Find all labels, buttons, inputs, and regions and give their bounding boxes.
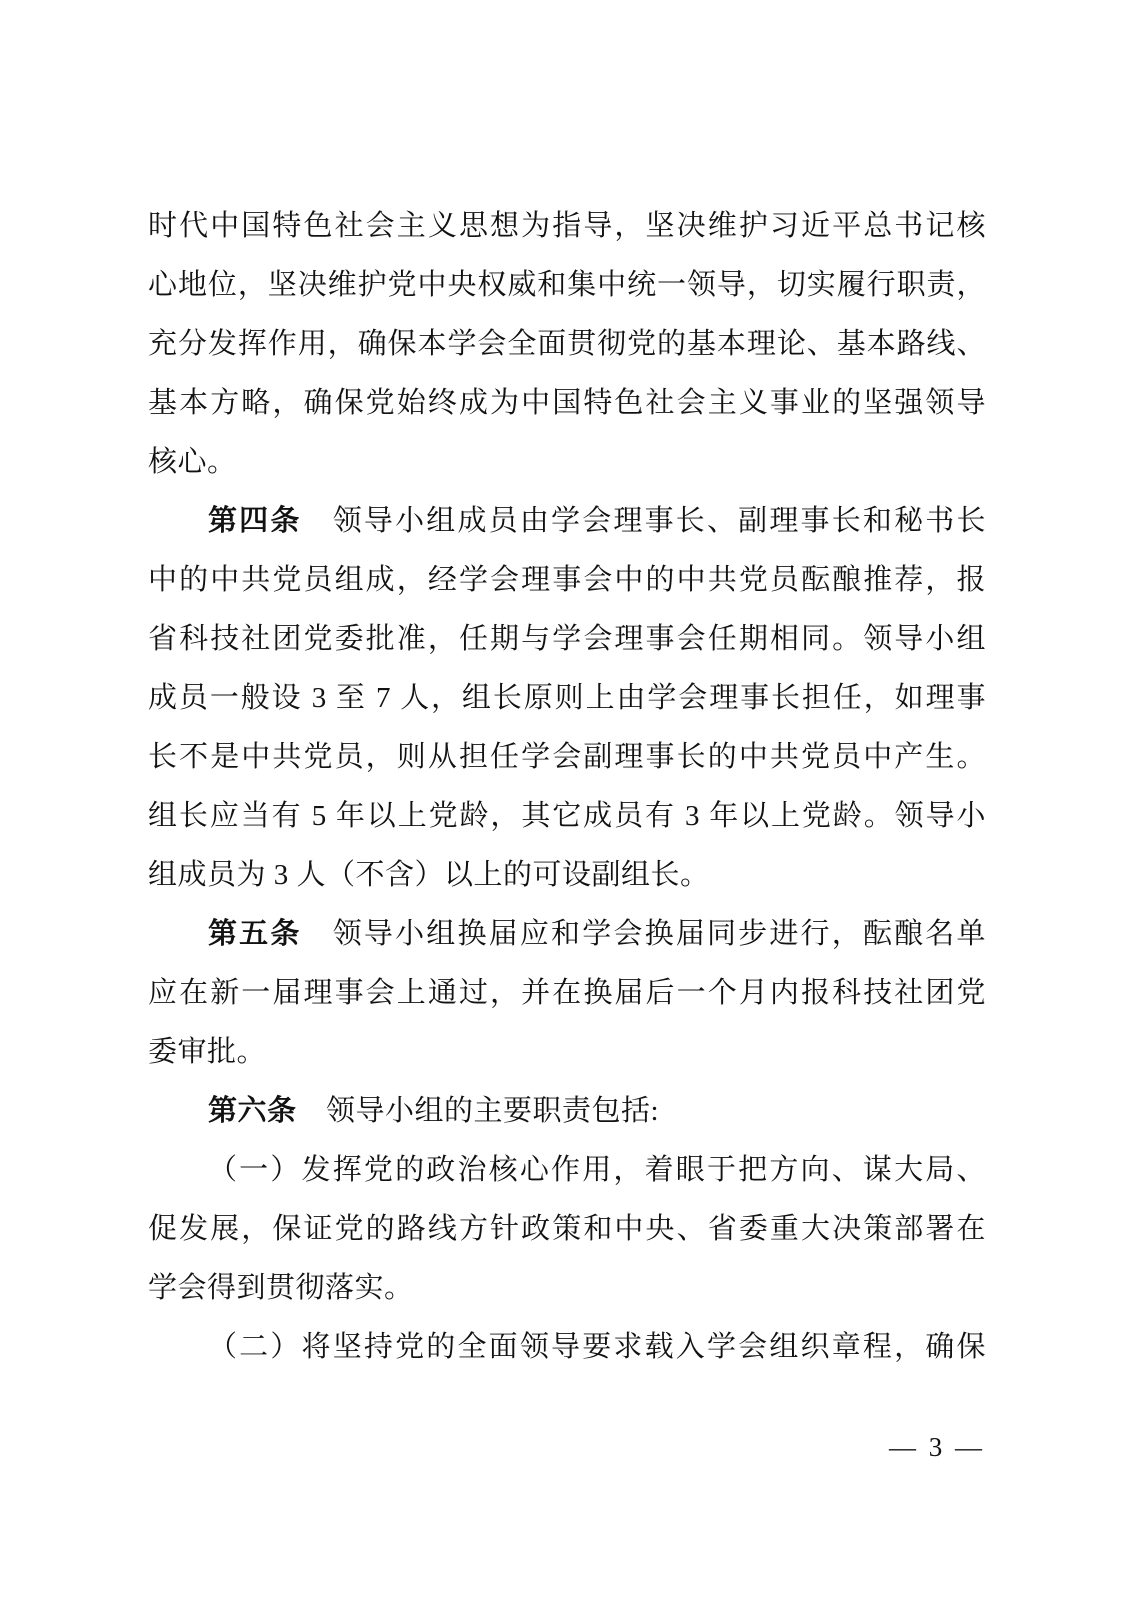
- article-term: 第六条: [208, 1095, 297, 1127]
- article-term: 第四条: [208, 505, 302, 537]
- text-line: 委审批。: [148, 1036, 267, 1068]
- paragraph: [148, 1141, 986, 1318]
- paragraph: [148, 492, 986, 905]
- text-line: 组成员为 3 人（不含）以上的可设副组长。: [148, 859, 710, 891]
- document-body: [148, 197, 986, 1377]
- paragraph: [148, 197, 986, 492]
- text-line: 应在新一届理事会上通过，并在换届后一个月内报科技社团党: [148, 977, 986, 1009]
- article-term: 第五条: [208, 918, 302, 950]
- text-line: 学会得到贯彻落实。: [148, 1272, 414, 1304]
- text-line: 充分发挥作用，确保本学会全面贯彻党的基本理论、基本路线、: [148, 328, 986, 360]
- text-line: 时代中国特色社会主义思想为指导，坚决维护习近平总书记核: [148, 210, 986, 242]
- paragraph: [148, 905, 986, 1082]
- text-line: 促发展，保证党的路线方针政策和中央、省委重大决策部署在: [148, 1213, 986, 1245]
- text-line: 长不是中共党员，则从担任学会副理事长的中共党员中产生。: [148, 741, 986, 773]
- paragraph: [148, 1318, 986, 1377]
- text-line: （一）发挥党的政治核心作用，着眼于把方向、谋大局、: [208, 1154, 986, 1186]
- text-line: 中的中共党员组成，经学会理事会中的中共党员酝酿推荐，报: [148, 564, 986, 596]
- paragraph: [148, 1082, 986, 1141]
- text-line: 心地位，坚决维护党中央权威和集中统一领导，切实履行职责，: [148, 269, 986, 301]
- text-line: 省科技社团党委批准，任期与学会理事会任期相同。领导小组: [148, 623, 986, 655]
- text-line: 第四条 领导小组成员由学会理事长、副理事长和秘书长: [208, 505, 986, 537]
- page-number: — 3 —: [889, 1432, 985, 1462]
- text-line: 组长应当有 5 年以上党龄，其它成员有 3 年以上党龄。领导小: [148, 800, 986, 832]
- text-line: 核心。: [148, 446, 237, 478]
- text-line: 第五条 领导小组换届应和学会换届同步进行，酝酿名单: [208, 918, 986, 950]
- text-line: 成员一般设 3 至 7 人，组长原则上由学会理事长担任，如理事: [148, 682, 986, 714]
- text-line: 第六条 领导小组的主要职责包括:: [208, 1095, 660, 1127]
- text-line: （二）将坚持党的全面领导要求载入学会组织章程，确保: [208, 1331, 986, 1363]
- text-line: 基本方略，确保党始终成为中国特色社会主义事业的坚强领导: [148, 387, 986, 419]
